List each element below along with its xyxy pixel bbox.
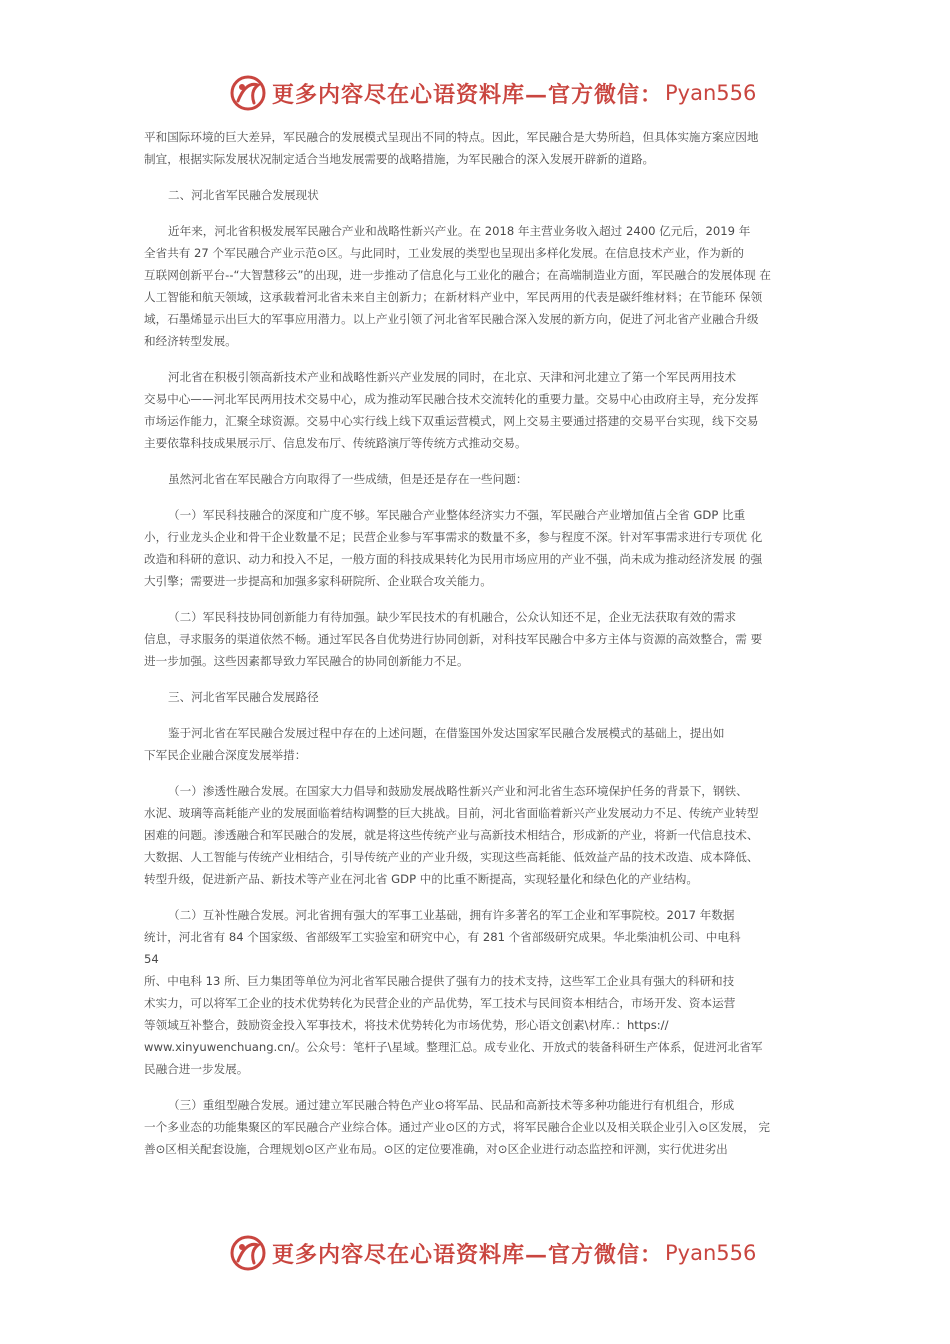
text-line: 等领域互补整合，鼓励资金投入军事技术，将技术优势转化为市场优势，形心语文创素\材库.：https:// xyxy=(144,1018,669,1032)
section-heading: 二、河北省军民融合发展现状 xyxy=(168,188,319,202)
text-line: 平和国际环境的巨大差异，军民融合的发展模式呈现出不同的特点。因此，军民融合是大势所趋，但具体实施方案应因地 xyxy=(144,130,759,144)
banner-wechat-id: Pyan556 xyxy=(665,1241,757,1265)
text-line: 54 xyxy=(144,952,159,966)
text-line: www.xinyuwenchuang.cn/。公众号：笔杆子\星域。整理汇总。成专业化、开放式的装备科研生产体系，促进河北省军 xyxy=(144,1040,763,1054)
text-line: 交易中心——河北军民两用技术交易中心，成为推动军民融合技术交流转化的重要力量。交易中心由政府主导，充分发挥 xyxy=(144,392,759,406)
text-line: 鉴于河北省在军民融合发展过程中存在的上述问题，在借鉴国外发达国家军民融合发展模式的基础上，提出如 xyxy=(168,726,725,740)
text-line: 所、中电科 13 所、巨力集团等单位为河北省军民融合提供了强有力的技术支持，这些军工企业具有强大的科研和技 xyxy=(144,974,735,988)
text-line: 信息，寻求服务的渠道依然不畅。通过军民各自优势进行协同创新，对科技军民融合中多方主体与资源的高效整合，需 要 xyxy=(144,632,763,646)
text-line: 虽然河北省在军民融合方向取得了一些成绩，但是还是存在一些问题： xyxy=(168,472,528,486)
brand-logo-icon xyxy=(228,1233,268,1273)
text-line: 人工智能和航天领域，这承载着河北省未来自主创新力；在新材料产业中，军民两用的代表是碳纤维材料；在节能环 保领 xyxy=(144,290,763,304)
banner-wechat-id: Pyan556 xyxy=(665,81,757,105)
text-line: 水泥、玻璃等高耗能产业的发展面临着结构调整的巨大挑战。目前，河北省面临着新兴产业发展动力不足、传统产业转型 xyxy=(144,806,759,820)
text-line: 全省共有 27 个军民融合产业示范⊙区。与此同时，工业发展的类型也呈现出多样化发展。在信息技术产业，作为新的 xyxy=(144,246,744,260)
text-line: 改造和科研的意识、动力和投入不足，一般方面的科技成果转化为民用市场应用的产业不强，尚未成为推动经济发展 的强 xyxy=(144,552,763,566)
text-line: 善⊙区相关配套设施，合理规划⊙区产业布局。⊙区的定位要准确，对⊙区企业进行动态监控和评测，实行优进劣出 xyxy=(144,1142,728,1156)
text-line: （一）军民科技融合的深度和广度不够。军民融合产业整体经济实力不强，军民融合产业增加值占全省 GDP 比重 xyxy=(168,508,746,522)
banner-text: 更多内容尽在心语资料库—官方微信： xyxy=(272,81,664,108)
text-line: 困难的问题。渗透融合和军民融合的发展，就是将这些传统产业与高新技术相结合，形成新的产业，将新一代信息技术、 xyxy=(144,828,759,842)
text-line: 互联网创新平台--“大智慧移云”的出现，进一步推动了信息化与工业化的融合；在高端制造业方面，军民融合的发展体现 在 xyxy=(144,268,771,282)
text-line: 下军民企业融合深度发展举措： xyxy=(144,748,307,762)
text-line: 主要依靠科技成果展示厅、信息发布厅、传统路演厅等传统方式推动交易。 xyxy=(144,436,527,450)
text-line: 转型升级，促进新产品、新技术等产业在河北省 GDP 中的比重不断提高，实现轻量化和绿色化的产业结构。 xyxy=(144,872,698,886)
text-line: 进一步加强。这些因素都导致力军民融合的协同创新能力不足。 xyxy=(144,654,469,668)
text-line: 和经济转型发展。 xyxy=(144,334,237,348)
text-line: 市场运作能力，汇聚全球资源。交易中心实行线上线下双重运营模式，网上交易主要通过搭建的交易平台实现，线下交易 xyxy=(144,414,759,428)
text-line: （二）互补性融合发展。河北省拥有强大的军事工业基础，拥有许多著名的军工企业和军事院校。2017 年数据 xyxy=(168,908,735,922)
document-body xyxy=(144,126,812,1160)
text-line: 近年来，河北省积极发展军民融合产业和战略性新兴产业。在 2018 年主营业务收入超过 2400 亿元后，2019 年 xyxy=(168,224,751,238)
text-line: 制宜，根据实际发展状况制定适合当地发展需要的战略措施，为军民融合的深入发展开辟新的道路。 xyxy=(144,152,655,166)
text-line: 域，石墨烯显示出巨大的军事应用潜力。以上产业引领了河北省军民融合深入发展的新方向，促进了河北省产业融合升级 xyxy=(144,312,759,326)
text-line: 大数据、人工智能与传统产业相结合，引导传统产业的产业升级，实现这些高耗能、低效益产品的技术改造、成本降低、 xyxy=(144,850,759,864)
text-line: 小，行业龙头企业和骨干企业数量不足；民营企业参与军事需求的数量不多，参与程度不深。针对军事需求进行专项优 化 xyxy=(144,530,763,544)
text-line: 术实力，可以将军工企业的技术优势转化为民营企业的产品优势，军工技术与民间资本相结合，市场开发、资本运营 xyxy=(144,996,736,1010)
text-line: 民融合进一步发展。 xyxy=(144,1062,249,1076)
text-line: 统计，河北省有 84 个国家级、省部级军工实验室和研究中心，有 281 个省部级研究成果。华北柴油机公司、中电科 xyxy=(144,930,741,944)
text-line: 一个多业态的功能集聚区的军民融合产业综合体。通过产业⊙区的方式，将军民融合企业以及相关联企业引入⊙区发展， 完 xyxy=(144,1120,770,1134)
banner-text: 更多内容尽在心语资料库—官方微信： xyxy=(272,1241,664,1268)
header-banner xyxy=(228,72,756,114)
text-line: （二）军民科技协同创新能力有待加强。缺少军民技术的有机融合，公众认知还不足，企业无法获取有效的需求 xyxy=(168,610,737,624)
footer-banner xyxy=(228,1232,756,1274)
text-line: 河北省在积极引领高新技术产业和战略性新兴产业发展的同时，在北京、天津和河北建立了第一个军民两用技术 xyxy=(168,370,737,384)
text-line: 大引擎；需要进一步提高和加强多家科研院所、企业联合攻关能力。 xyxy=(144,574,492,588)
brand-logo-icon xyxy=(228,73,268,113)
section-heading: 三、河北省军民融合发展路径 xyxy=(168,690,319,704)
text-line: （三）重组型融合发展。通过建立军民融合特色产业⊙将军品、民品和高新技术等多种功能进行有机组合，形成 xyxy=(168,1098,735,1112)
text-line: （一）渗透性融合发展。在国家大力倡导和鼓励发展战略性新兴产业和河北省生态环境保护任务的背景下，钢铁、 xyxy=(168,784,748,798)
